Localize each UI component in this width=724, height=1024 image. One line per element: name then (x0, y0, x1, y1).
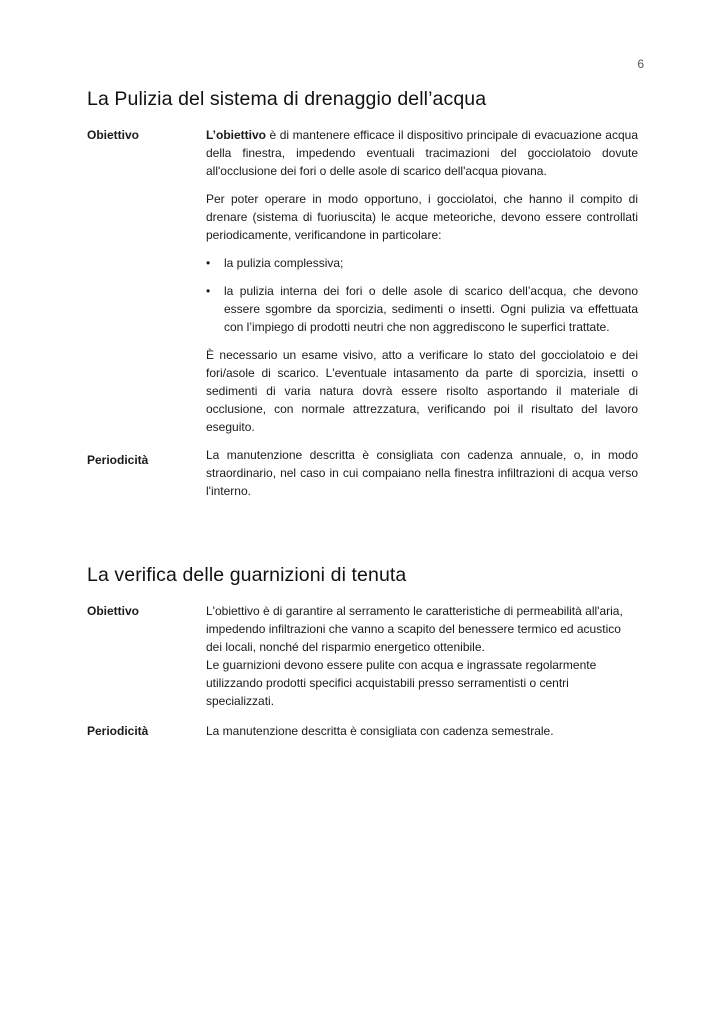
section-title-pulizia: La Pulizia del sistema di drenaggio dell’acqua (87, 88, 487, 110)
obiettivo-paragraph: L'obiettivo è di garantire al serramento le caratteristiche di permeabilità all'aria, impedendo infiltrazioni che vanno a scapito del benessere termico ed acustico dei locali, nonché del risparmio energetico ottenibile. (206, 604, 623, 654)
obiettivo-paragraph: È necessario un esame visivo, atto a verificare lo stato del gocciolatoio e dei fori/asole di scarico. L'eventuale intasamento da parte di sporcizia, insetti o sedimenti di varia natura dovrà essere risolto asportando il materiale di occlusione, con normale attrezzatura, verificando poi il risultato del lavoro eseguito. (206, 348, 638, 434)
list-item-text: la pulizia complessiva; (224, 256, 344, 270)
list-item (206, 254, 638, 272)
periodicita-label: Periodicità (87, 453, 149, 467)
obiettivo-paragraph: Per poter operare in modo opportuno, i gocciolatoi, che hanno il compito di drenare (sistema di fuoriuscita) le acque meteoriche, devono essere controllati periodicamente, verificandone in particolare: (206, 192, 638, 242)
obiettivo-text-guarnizioni (206, 602, 638, 710)
obiettivo-label: Obiettivo (87, 128, 140, 142)
obiettivo-intro (206, 126, 638, 180)
list-item (206, 282, 638, 336)
periodicita-label: Periodicità (87, 724, 149, 738)
bullet-icon: • (206, 284, 211, 298)
obiettivo-intro-rest: è di mantenere efficace il dispositivo principale di evacuazione acqua della finestra, impedendo eventuali tracimazioni del gocciolatoio dovute all'occlusione dei fori o delle asole di scarico dell'acqua piovana. (206, 128, 638, 178)
obiettivo-text-pulizia (206, 126, 638, 436)
page-number: 6 (637, 57, 644, 71)
periodicita-paragraph: La manutenzione descritta è consigliata con cadenza annuale, o, in modo straordinario, nel caso in cui compaiano nella finestra infiltrazioni di acqua verso l'interno. (206, 448, 638, 498)
section-title-guarnizioni: La verifica delle guarnizioni di tenuta (87, 564, 407, 586)
periodicita-paragraph: La manutenzione descritta è consigliata con cadenza semestrale. (206, 724, 554, 738)
obiettivo-intro-bold: L’obiettivo (206, 128, 266, 142)
list-item-text: la pulizia interna dei fori o delle asole di scarico dell’acqua, che devono essere sgombre da sporcizia, sedimenti o insetti. Ogni pulizia va effettuata con l’impiego di prodotti neutri che non aggrediscono le superfici trattate. (224, 284, 638, 334)
obiettivo-paragraph: Le guarnizioni devono essere pulite con acqua e ingrassate regolarmente utilizzando prodotti specifici acquistabili presso serramentisti o centri specializzati. (206, 658, 597, 708)
obiettivo-label: Obiettivo (87, 604, 140, 618)
check-list (206, 254, 638, 336)
periodicita-text-guarnizioni (206, 722, 638, 740)
periodicita-text-pulizia (206, 446, 638, 500)
bullet-icon: • (206, 256, 211, 270)
